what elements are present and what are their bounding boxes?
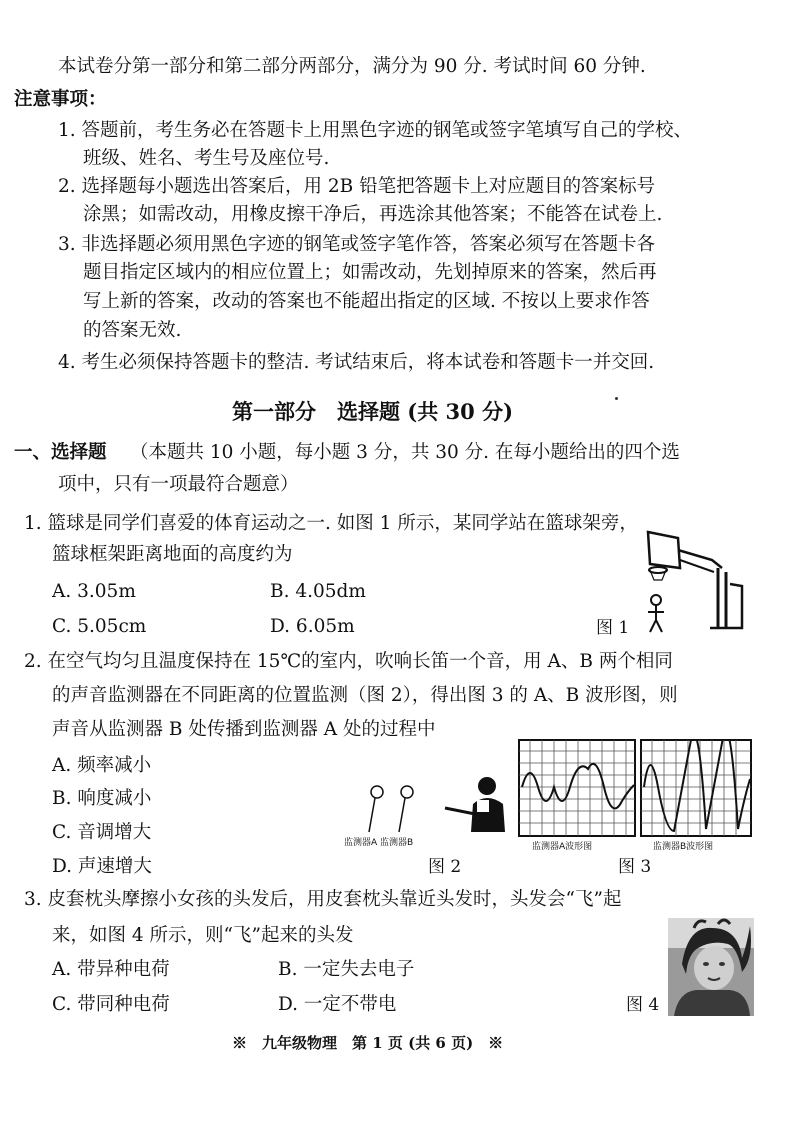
notice-item-2-cont: 涂黑；如需改动，用橡皮擦干净后，再选涂其他答案；不能答在试卷上. <box>83 204 663 225</box>
notice-item-3-cont-3: 的答案无效. <box>83 320 182 341</box>
q2-option-c: C. 音调增大 <box>52 822 152 843</box>
waveform-b-label: 监测器B波形图 <box>653 842 714 852</box>
section-heading: 一、选择题 <box>14 442 107 463</box>
figure-1-caption: 图 1 <box>596 618 630 638</box>
q3-option-a: A. 带异种电荷 <box>52 959 170 980</box>
notice-item-1: 1. 答题前，考生务必在答题卡上用黑色字迹的钢笔或签字笔填写自己的学校、 <box>58 120 693 141</box>
q2-option-a: A. 频率减小 <box>52 755 152 776</box>
q3-option-b: B. 一定失去电子 <box>278 959 415 980</box>
figure-3-caption: 图 3 <box>618 857 652 877</box>
notice-item-3: 3. 非选择题必须用黑色字迹的钢笔或签字笔作答，答案必须写在答题卡各 <box>58 234 656 255</box>
q2-stem-line-2: 的声音监测器在不同距离的位置监测（图 2），得出图 3 的 A、B 波形图，则 <box>52 685 678 706</box>
q1-stem-line-1: 1. 篮球是同学们喜爱的体育运动之一. 如图 1 所示，某同学站在篮球架旁， <box>24 513 638 534</box>
q2-stem-line-3: 声音从监测器 B 处传播到监测器 A 处的过程中 <box>52 719 436 740</box>
part1-title: 第一部分 选择题 (共 30 分) <box>232 399 514 424</box>
waveform-a-chart <box>518 739 636 837</box>
q1-option-b: B. 4.05dm <box>270 581 366 602</box>
stray-dot <box>615 397 618 400</box>
waveform-b-chart <box>640 739 752 837</box>
intro-text: 本试卷分第一部分和第二部分两部分，满分为 90 分. 考试时间 60 分钟. <box>58 56 646 77</box>
notice-heading: 注意事项： <box>14 89 107 110</box>
q3-option-c: C. 带同种电荷 <box>52 994 170 1015</box>
q2-stem-line-1: 2. 在空气均匀且温度保持在 15℃的室内，吹响长笛一个音，用 A、B 两个相同 <box>24 651 673 672</box>
q1-option-c: C. 5.05cm <box>52 616 147 637</box>
section-note-2: 项中，只有一项最符合题意） <box>58 474 299 495</box>
waveform-a-label: 监测器A波形图 <box>532 842 593 852</box>
page-footer: ※ 九年级物理 第 1 页 (共 6 页) ※ <box>232 1034 504 1052</box>
notice-item-1-cont: 班级、姓名、考生号及座位号. <box>83 148 330 169</box>
notice-item-3-cont-1: 题目指定区域内的相应位置上；如需改动，先划掉原来的答案，然后再 <box>83 262 657 283</box>
q3-stem-line-1: 3. 皮套枕头摩擦小女孩的头发后，用皮套枕头靠近头发时，头发会“飞”起 <box>24 889 622 910</box>
sound-monitors-figure <box>345 770 515 834</box>
basketball-hoop-figure <box>638 528 756 638</box>
notice-item-3-cont-2: 写上新的答案，改动的答案也不能超出指定的区域. 不按以上要求作答 <box>83 291 650 312</box>
monitor-labels: 监测器A 监测器B <box>344 838 414 848</box>
notice-item-2: 2. 选择题每小题选出答案后，用 2B 铅笔把答题卡上对应题目的答案标号 <box>58 176 656 197</box>
section-note-1: （本题共 10 小题，每小题 3 分，共 30 分. 在每小题给出的四个选 <box>130 442 680 463</box>
q1-option-d: D. 6.05m <box>270 616 355 637</box>
notice-item-4: 4. 考生必须保持答题卡的整洁. 考试结束后，将本试卷和答题卡一并交回. <box>58 352 655 373</box>
q1-option-a: A. 3.05m <box>52 581 136 602</box>
girl-hair-photo <box>668 918 754 1016</box>
q2-option-b: B. 响度减小 <box>52 788 152 809</box>
q2-option-d: D. 声速增大 <box>52 856 152 877</box>
q3-option-d: D. 一定不带电 <box>278 994 397 1015</box>
figure-4-caption: 图 4 <box>626 995 660 1015</box>
figure-2-caption: 图 2 <box>428 857 462 877</box>
q1-stem-line-2: 篮球框架距离地面的高度约为 <box>52 544 293 565</box>
q3-stem-line-2: 来，如图 4 所示，则“飞”起来的头发 <box>52 925 354 946</box>
